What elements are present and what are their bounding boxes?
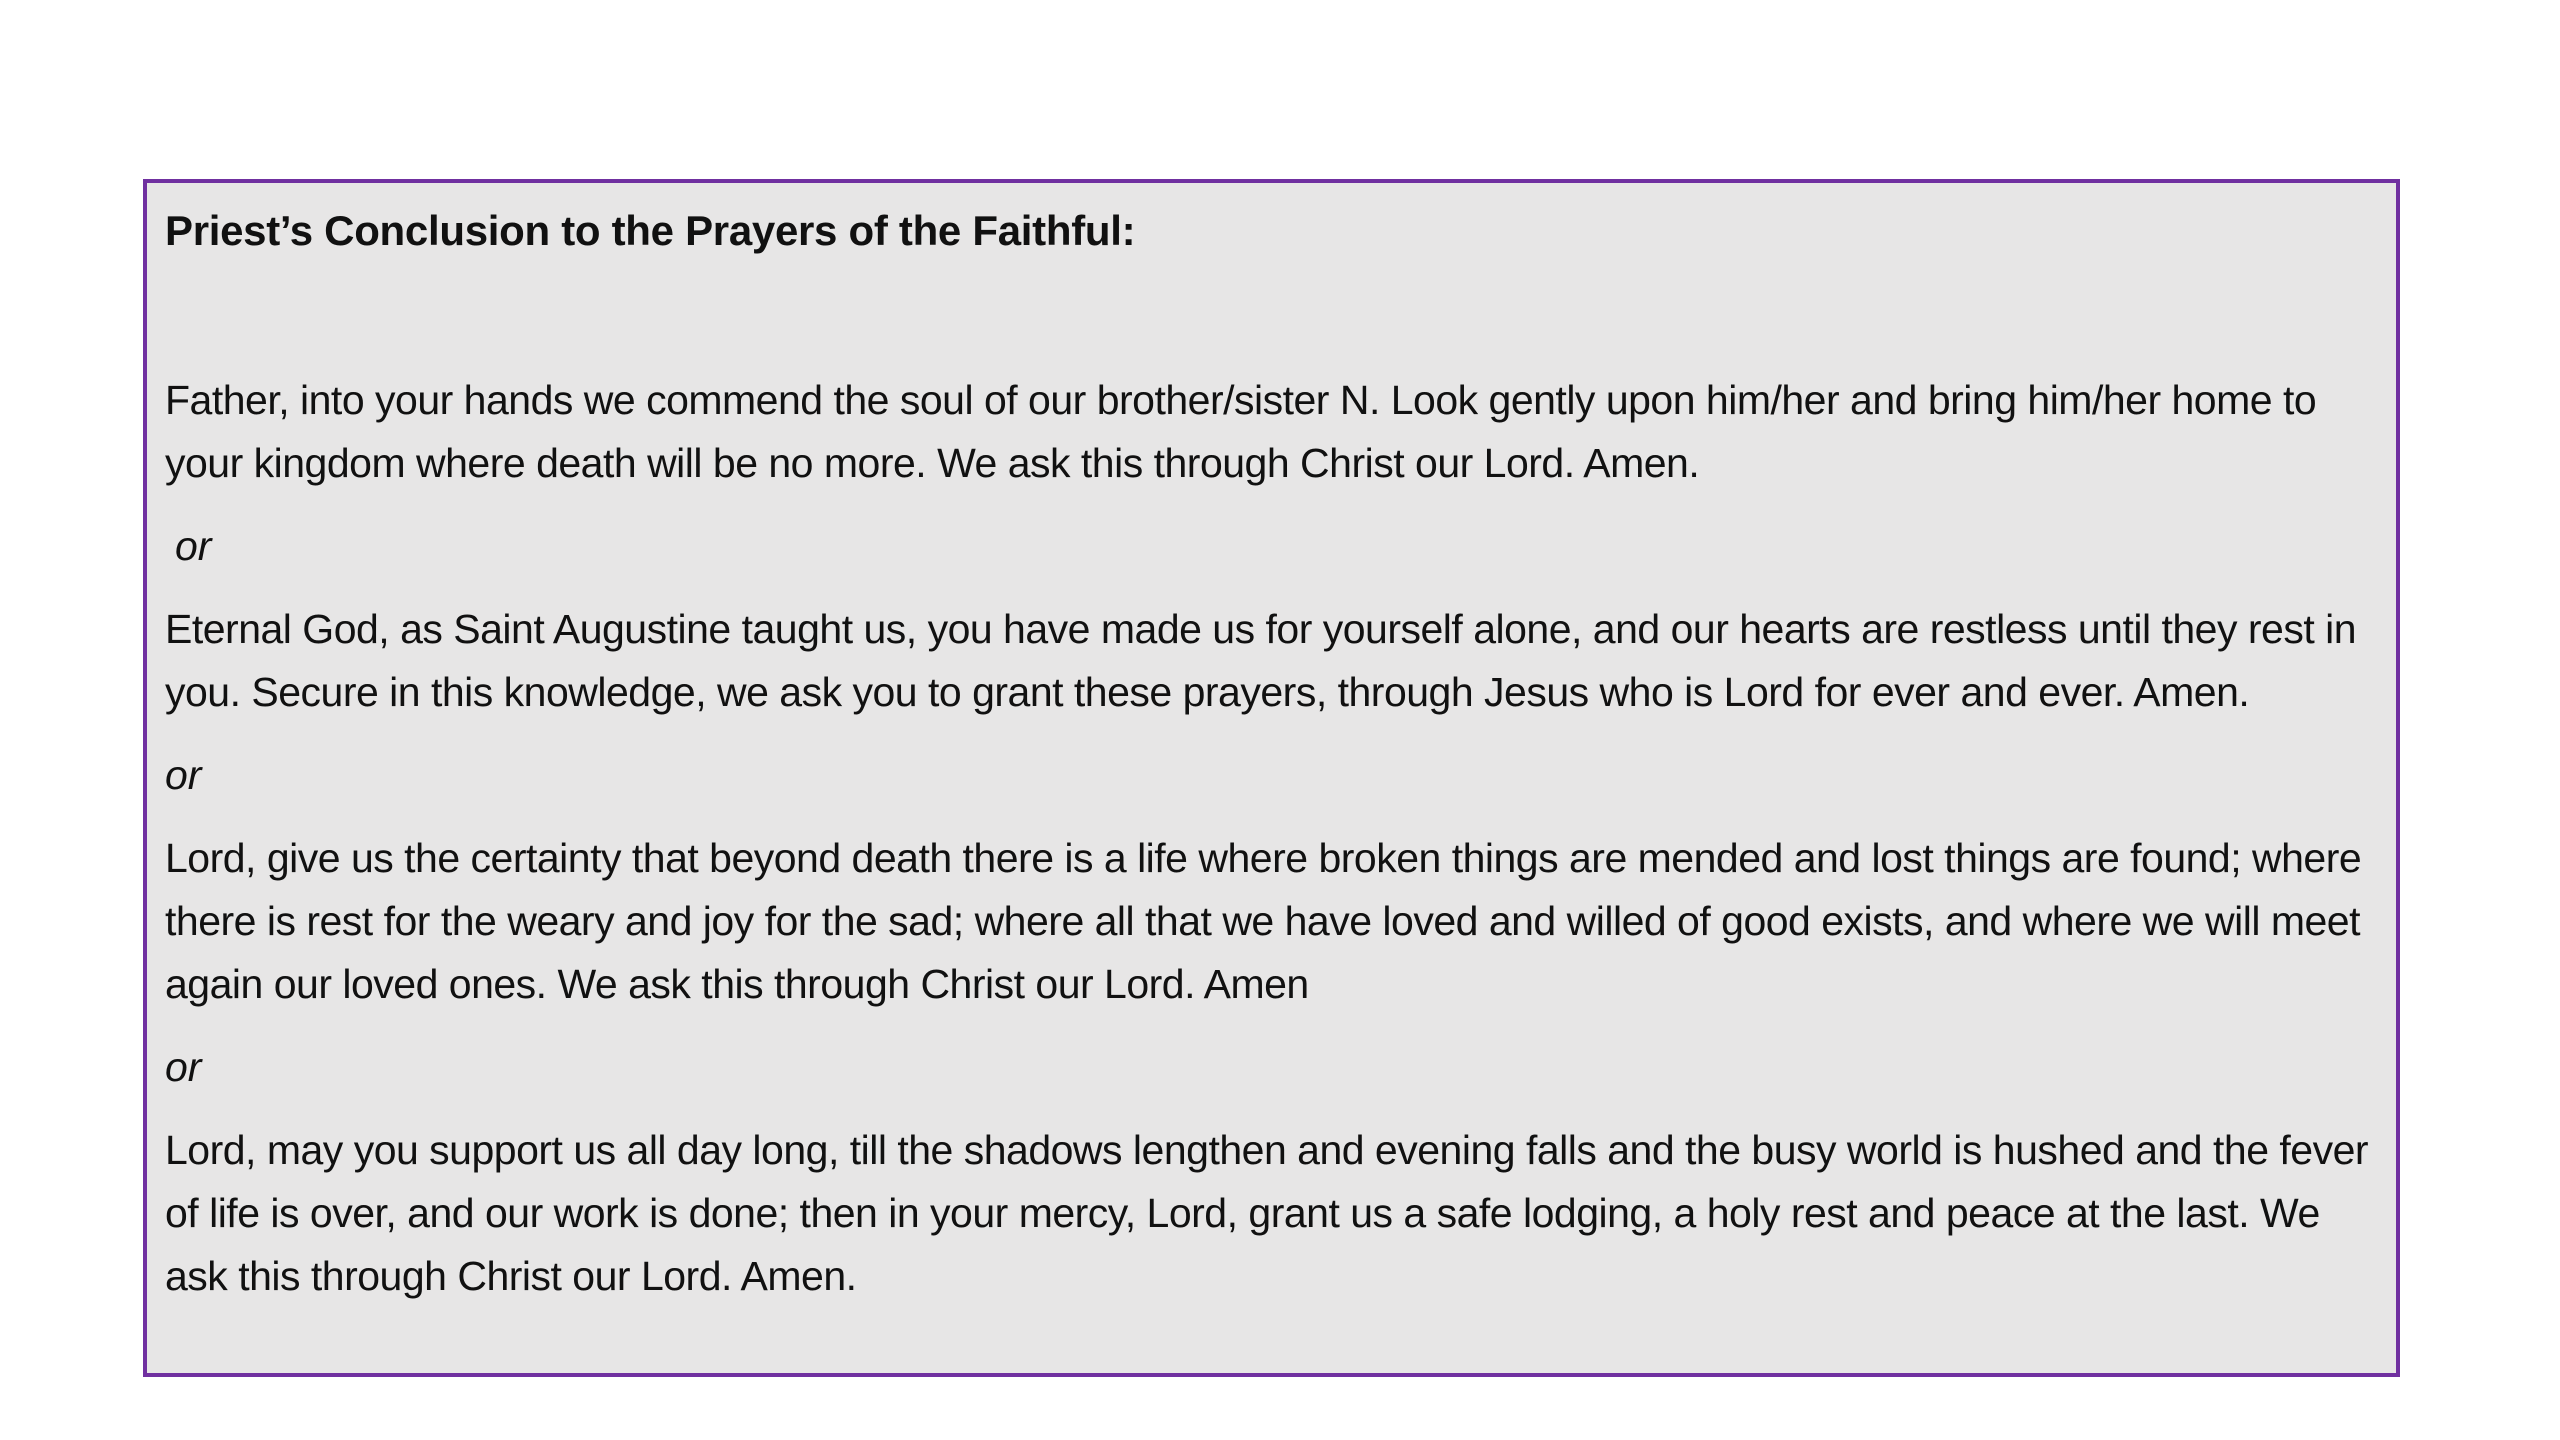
document-heading: Priest’s Conclusion to the Prayers of the Faithful: [165,207,1136,254]
spacer [165,724,2374,744]
spacer [165,495,2374,515]
prayer-paragraph-1: Father, into your hands we commend the soul of our brother/sister N. Look gently upon him/her and bring him/her home to your kingdom where death will be no more. We ask this through Christ our Lord. Amen. [165,377,2317,486]
prayer-text-box [143,179,2400,1377]
separator-or-2: or [165,752,202,798]
spacer [165,807,2374,827]
separator-or-1: or [175,523,212,569]
prayer-paragraph-3: Lord, give us the certainty that beyond death there is a life where broken things are mended and lost things are found; where there is rest for the weary and joy for the sad; where all that we have loved and willed of good exists, and where we will meet again our loved ones. We ask this through Christ our Lord. Amen [165,835,2362,1007]
prayer-paragraph-4: Lord, may you support us all day long, till the shadows lengthen and evening falls and the busy world is hushed and the fever of life is over, and our work is done; then in your mercy, Lord, grant us a safe lodging, a holy rest and peace at the last. We ask this through Christ our Lord. Amen. [165,1127,2369,1299]
prayer-paragraph-2: Eternal God, as Saint Augustine taught us, you have made us for yourself alone, and our hearts are restless until they rest in you. Secure in this knowledge, we ask you to grant these prayers, through Jesus who is Lord for ever and ever. Amen. [165,606,2357,715]
heading-spacer [165,263,2374,369]
spacer [165,578,2374,598]
spacer [165,1099,2374,1119]
spacer [165,1016,2374,1036]
separator-or-3: or [165,1044,202,1090]
